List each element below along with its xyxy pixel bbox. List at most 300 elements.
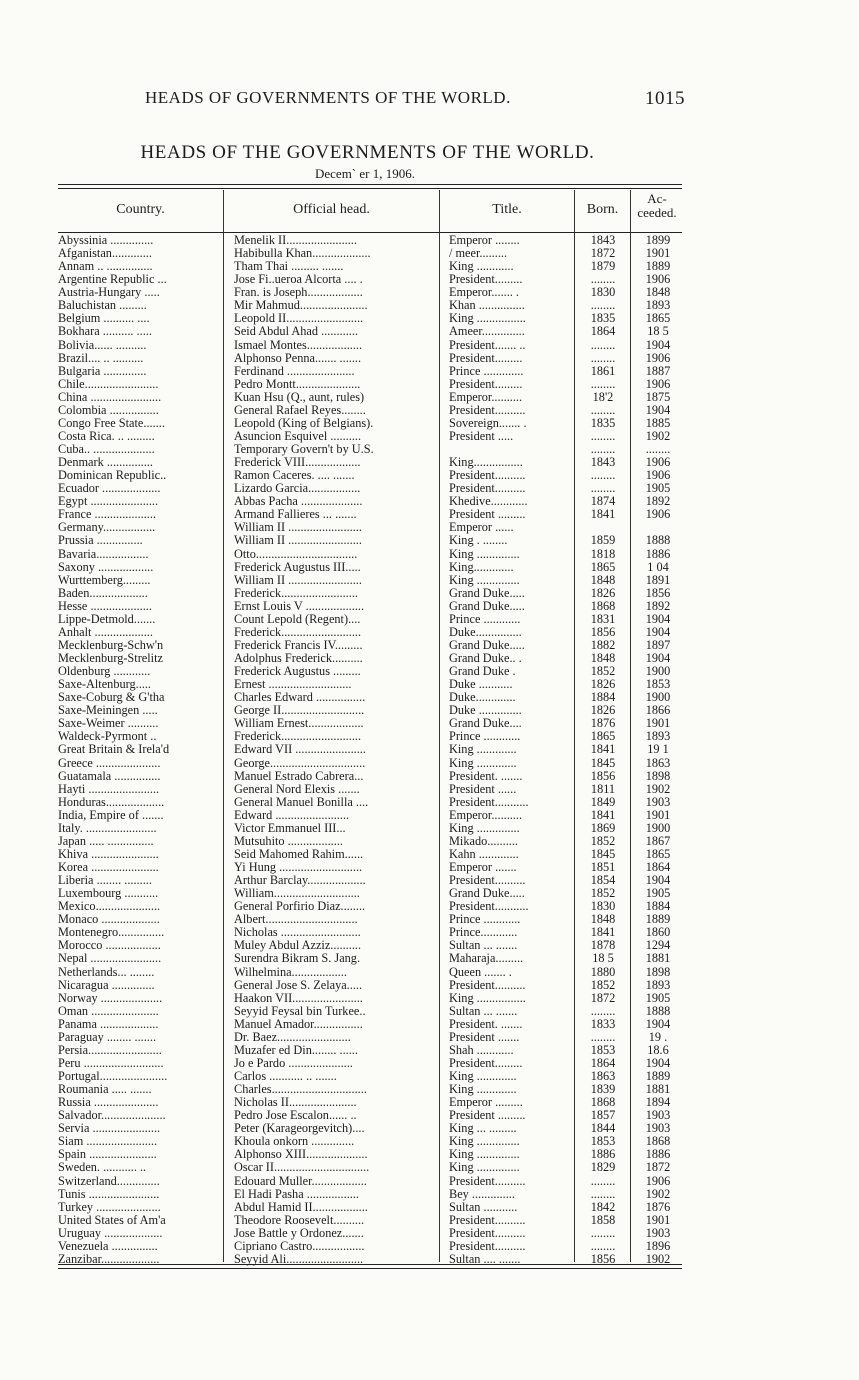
country-cell: Russia .....................: [58, 1096, 159, 1110]
born-cell: ........: [590, 351, 616, 365]
country-cell: Nepal .......................: [58, 952, 162, 966]
table-row: [58, 561, 682, 574]
acceded-cell: ........: [645, 443, 671, 456]
title-cell: King ................: [449, 312, 526, 326]
title-cell: Grand Duke.....: [449, 586, 525, 600]
country-cell: Belgium .......... ....: [58, 312, 150, 326]
official-head-cell: Habibulla Khan...................: [234, 247, 371, 261]
title-cell: Prince ............: [449, 612, 521, 626]
official-head-cell: Seyyid Feysal bin Turkee..: [234, 1004, 366, 1018]
born-cell: 1857: [590, 1109, 616, 1123]
acceded-cell: 1872: [645, 1161, 671, 1175]
acceded-cell: 1875: [645, 390, 671, 404]
country-cell: Portugal......................: [58, 1070, 168, 1083]
born-cell: 1856: [590, 1252, 616, 1266]
country-cell: Salvador.....................: [58, 1109, 166, 1123]
acceded-cell: 1903: [645, 795, 671, 809]
acceded-cell: 1863: [645, 756, 671, 770]
born-cell: 1848: [590, 913, 616, 927]
born-cell: 1865: [590, 560, 616, 574]
country-cell: Bolivia...... ..........: [58, 338, 147, 352]
acceded-cell: 1896: [645, 1239, 671, 1253]
title-cell: Duke ..............: [449, 704, 522, 718]
table-row: [58, 926, 682, 939]
table-row: [58, 417, 682, 430]
table-row: [58, 365, 682, 378]
title-cell: Grand Duke.....: [449, 887, 525, 901]
title-cell: King ..............: [449, 1161, 520, 1175]
title-cell: King . ........: [449, 534, 508, 548]
born-cell: ........: [590, 1174, 616, 1188]
title-cell: Prince ............: [449, 913, 521, 927]
country-cell: Annam .. ...............: [58, 260, 153, 274]
table-row: [58, 717, 682, 730]
born-cell: 1861: [590, 364, 616, 378]
born-cell: 1811: [590, 782, 616, 796]
acceded-cell: 1899: [645, 234, 671, 247]
born-cell: 1841: [590, 808, 616, 822]
official-head-cell: Victor Emmanuel III...: [234, 821, 346, 835]
official-head-cell: Frederick Francis IV.........: [234, 638, 363, 652]
acceded-cell: 1294: [645, 939, 671, 953]
title-cell: Sovereign....... .: [449, 416, 527, 430]
born-cell: 1826: [590, 704, 616, 718]
country-cell: Spain ......................: [58, 1148, 157, 1162]
country-cell: Colombia ................: [58, 403, 159, 417]
acceded-cell: 1864: [645, 861, 671, 874]
table-row: [58, 1175, 682, 1188]
official-head-cell: Ernest ...........................: [234, 678, 352, 692]
official-head-cell: Oscar II...............................: [234, 1161, 370, 1175]
acceded-cell: 1905: [645, 991, 671, 1005]
born-cell: 1864: [590, 1056, 616, 1070]
official-head-cell: Lizardo Garcia.................: [234, 482, 361, 496]
country-cell: Bavaria.................: [58, 547, 149, 561]
title-cell: Emperor..........: [449, 808, 523, 822]
title-cell: Grand Duke .: [449, 665, 516, 679]
acceded-cell: 1904: [645, 652, 671, 665]
country-cell: Korea ......................: [58, 861, 159, 874]
country-cell: Cuba.. ....................: [58, 443, 155, 456]
country-cell: Turkey .....................: [58, 1200, 161, 1214]
table-row: [58, 939, 682, 952]
acceded-cell: 1904: [645, 1056, 671, 1070]
born-cell: 1829: [590, 1161, 616, 1175]
title-cell: King .............: [449, 756, 517, 770]
country-cell: Norway ....................: [58, 991, 163, 1005]
acceded-cell: 1886: [645, 1148, 671, 1162]
table-row: [58, 1005, 682, 1018]
table-row: [58, 704, 682, 717]
table-row: [58, 534, 682, 547]
country-cell: Dominican Republic..: [58, 469, 167, 483]
table-row: [58, 600, 682, 613]
born-cell: ........: [590, 403, 616, 417]
born-cell: 1851: [590, 861, 616, 874]
born-cell: 1882: [590, 638, 616, 652]
table-row: [58, 887, 682, 900]
title-cell: President.........: [449, 351, 523, 365]
official-head-cell: General Manuel Bonilla ....: [234, 795, 369, 809]
born-cell: ........: [590, 429, 616, 443]
table-row: [58, 1201, 682, 1214]
born-cell: 1874: [590, 495, 616, 509]
table-row: [58, 743, 682, 756]
born-cell: 1848: [590, 573, 616, 587]
title-cell: Ameer..............: [449, 325, 525, 339]
title-cell: Queen ....... .: [449, 965, 512, 979]
official-head-cell: Alphonso Penna....... .......: [234, 351, 362, 365]
table-row: [58, 1240, 682, 1253]
bottom-rule: [58, 1268, 682, 1269]
table-row: [58, 809, 682, 822]
table-row: [58, 757, 682, 770]
country-cell: Morocco ..................: [58, 939, 161, 953]
born-cell: 1884: [590, 691, 616, 705]
official-head-cell: Abdul Hamid II..................: [234, 1200, 368, 1214]
table-row: [58, 1188, 682, 1201]
born-cell: ........: [590, 1187, 616, 1201]
official-head-cell: Alphonso XIII....................: [234, 1148, 368, 1162]
born-cell: 1854: [590, 874, 616, 888]
header-acceded: Ac- ceeded.: [637, 191, 677, 220]
title-cell: President ......: [449, 782, 517, 796]
table-row: [58, 1227, 682, 1240]
country-cell: Oldenburg ............: [58, 665, 151, 679]
official-head-cell: William II ........................: [234, 521, 362, 535]
title-cell: King .............: [449, 1083, 517, 1097]
title-cell: Emperor..........: [449, 390, 523, 404]
born-cell: ........: [590, 469, 616, 483]
acceded-cell: 1889: [645, 260, 671, 274]
country-cell: Servia ......................: [58, 1122, 161, 1136]
born-cell: 1878: [590, 939, 616, 953]
acceded-cell: 1902: [645, 429, 671, 443]
official-head-cell: Kuan Hsu (Q., aunt, rules): [234, 390, 365, 404]
table-row: [58, 456, 682, 469]
country-cell: France ....................: [58, 508, 157, 522]
acceded-cell: 1892: [645, 599, 671, 613]
page-title: HEADS OF THE GOVERNMENTS OF THE WORLD.: [140, 142, 595, 163]
country-cell: Austria-Hungary .....: [58, 286, 160, 300]
born-cell: 1845: [590, 756, 616, 770]
title-cell: King .............: [449, 1070, 517, 1083]
country-cell: Netherlands... ........: [58, 965, 155, 979]
country-cell: Mecklenburg-Schw'n: [58, 638, 164, 652]
acceded-cell: 19 .: [648, 1030, 668, 1044]
born-cell: 1856: [590, 625, 616, 639]
born-cell: 1841: [590, 508, 616, 522]
acceded-cell: 1865: [645, 312, 671, 326]
official-head-cell: Adolphus Frederick..........: [234, 652, 363, 665]
official-head-cell: Count Lepold (Regent)....: [234, 612, 361, 626]
table-row: [58, 574, 682, 587]
official-head-cell: Dr. Baez........................: [234, 1030, 351, 1044]
title-cell: President..........: [449, 403, 526, 417]
official-head-cell: Edouard Muller..................: [234, 1174, 367, 1188]
table-row: [58, 979, 682, 992]
born-cell: 1872: [590, 991, 616, 1005]
acceded-cell: 1867: [645, 834, 671, 848]
title-cell: President..........: [449, 1226, 526, 1240]
born-cell: 18 5: [592, 952, 614, 966]
official-head-cell: Ramon Caceres. .... .......: [234, 469, 355, 483]
born-cell: 1843: [590, 234, 616, 247]
official-head-cell: Yi Hung ...........................: [234, 861, 363, 874]
table-row: [58, 952, 682, 965]
table-row: [58, 691, 682, 704]
official-head-cell: Seid Abdul Ahad ............: [234, 325, 358, 339]
official-head-cell: Charles Edward ................: [234, 691, 366, 705]
country-cell: Zanzibar...................: [58, 1252, 160, 1266]
title-cell: Khedive............: [449, 495, 528, 509]
born-cell: 1872: [590, 247, 616, 261]
acceded-cell: 1881: [645, 952, 671, 966]
country-cell: Lippe-Detmold.......: [58, 612, 156, 626]
country-cell: Baden...................: [58, 586, 148, 600]
official-head-cell: George II...........................: [234, 704, 365, 718]
country-cell: Great Britain & Irela'd: [58, 743, 170, 757]
acceded-cell: 1902: [645, 1252, 671, 1266]
country-cell: Paraguay ........ .......: [58, 1030, 157, 1044]
title-cell: Grand Duke.....: [449, 599, 525, 613]
country-cell: Waldeck-Pyrmont ..: [58, 730, 157, 744]
country-cell: Denmark ...............: [58, 456, 153, 470]
country-cell: Mecklenburg-Strelitz: [58, 652, 163, 665]
table-row: [58, 469, 682, 482]
country-cell: Venezuela ...............: [58, 1239, 158, 1253]
title-cell: Emperor .........: [449, 1096, 523, 1110]
official-head-cell: Jo e Pardo .....................: [234, 1056, 353, 1070]
acceded-cell: 1893: [645, 978, 671, 992]
title-cell: Emperor ......: [449, 521, 514, 535]
title-cell: President...........: [449, 795, 529, 809]
official-head-cell: Fran. is Joseph..................: [234, 286, 363, 300]
acceded-cell: 1901: [645, 808, 671, 822]
acceded-cell: 1903: [645, 1109, 671, 1123]
table-row: [58, 495, 682, 508]
official-head-cell: Frederick Augustus III.....: [234, 560, 361, 574]
country-cell: Prussia ...............: [58, 534, 143, 548]
title-cell: Grand Duke....: [449, 717, 522, 731]
top-rule-inner: [58, 188, 682, 189]
table-row: [58, 482, 682, 495]
official-head-cell: Ferdinand ......................: [234, 364, 355, 378]
official-head-cell: Frederick.........................: [234, 586, 358, 600]
country-cell: Ecuador ...................: [58, 482, 161, 496]
acceded-cell: 1900: [645, 821, 671, 835]
table-row: [58, 1018, 682, 1031]
table-row: [58, 874, 682, 887]
acceded-cell: 1889: [645, 1070, 671, 1083]
country-cell: Nicaragua ..............: [58, 978, 155, 992]
country-cell: Honduras...................: [58, 795, 165, 809]
official-head-cell: Charles...............................: [234, 1083, 367, 1097]
official-head-cell: Tham Thai ......... .......: [234, 260, 344, 274]
official-head-cell: Cipriano Castro.................: [234, 1239, 365, 1253]
country-cell: Bulgaria ..............: [58, 364, 147, 378]
acceded-cell: 1906: [645, 469, 671, 483]
header-title: Title.: [492, 202, 522, 217]
official-head-cell: Menelik II.......................: [234, 234, 357, 247]
born-cell: ........: [590, 443, 616, 456]
table-row: [58, 796, 682, 809]
table-row: [58, 430, 682, 443]
born-cell: 1856: [590, 769, 616, 783]
country-cell: Persia........................: [58, 1043, 162, 1057]
table-row: [58, 339, 682, 352]
country-cell: United States of Am'a: [58, 1213, 166, 1227]
country-cell: Siam .......................: [58, 1135, 158, 1149]
table-row: [58, 783, 682, 796]
official-head-cell: Frederick VIII..................: [234, 456, 361, 470]
table-row: [58, 848, 682, 861]
official-head-cell: Manuel Estrado Cabrera...: [234, 769, 364, 783]
title-cell: Duke.............: [449, 691, 516, 705]
title-cell: / meer.........: [449, 247, 508, 261]
born-cell: 1844: [590, 1122, 616, 1136]
table-row: [58, 521, 682, 534]
born-cell: 1864: [590, 325, 616, 339]
table-row: [58, 273, 682, 286]
table-row: [58, 822, 682, 835]
title-cell: President...........: [449, 900, 529, 914]
title-cell: King ..............: [449, 547, 520, 561]
acceded-cell: 1905: [645, 887, 671, 901]
acceded-cell: 1891: [645, 573, 671, 587]
title-cell: President..........: [449, 482, 526, 496]
title-cell: Sultan .... .......: [449, 1252, 521, 1266]
country-cell: Guatamala ...............: [58, 769, 161, 783]
country-cell: Monaco ...................: [58, 913, 160, 927]
official-head-cell: Khoula onkorn ..............: [234, 1135, 355, 1149]
title-cell: Sultan ... .......: [449, 939, 518, 953]
country-cell: Afganistan.............: [58, 247, 152, 261]
country-cell: Costa Rica. .. .........: [58, 429, 155, 443]
country-cell: Saxe-Meiningen .....: [58, 704, 158, 718]
title-cell: President.........: [449, 377, 523, 391]
born-cell: 1852: [590, 887, 616, 901]
acceded-cell: 19 1: [647, 743, 669, 757]
born-cell: 1863: [590, 1070, 616, 1083]
title-cell: Sultan ... .......: [449, 1004, 518, 1018]
header-born: Born.: [586, 202, 619, 217]
title-cell: President..........: [449, 1174, 526, 1188]
country-cell: India, Empire of .......: [58, 808, 164, 822]
acceded-cell: 1906: [645, 1174, 671, 1188]
table-row: [58, 378, 682, 391]
acceded-cell: 1901: [645, 717, 671, 731]
born-cell: 1879: [590, 260, 616, 274]
header-rule: [58, 232, 682, 233]
title-cell: Maharaja.........: [449, 952, 524, 966]
born-cell: 1858: [590, 1213, 616, 1227]
official-head-cell: Armand Fallieres ... .......: [234, 508, 357, 522]
table-row: [58, 234, 682, 247]
official-head-cell: Seid Mahomed Rahim......: [234, 847, 364, 861]
born-cell: 1852: [590, 834, 616, 848]
title-cell: Prince ............: [449, 730, 521, 744]
born-cell: 1852: [590, 978, 616, 992]
table-row: [58, 325, 682, 338]
title-cell: President..........: [449, 978, 526, 992]
born-cell: 1859: [590, 534, 616, 548]
table-row: [58, 312, 682, 325]
official-head-cell: Nicholas II......................: [234, 1096, 357, 1110]
official-head-cell: Nicholas ..........................: [234, 926, 361, 940]
table-row: [58, 1096, 682, 1109]
born-cell: ........: [590, 273, 616, 287]
acceded-cell: 1893: [645, 730, 671, 744]
table-row: [58, 966, 682, 979]
official-head-cell: Arthur Barclay...................: [234, 874, 366, 888]
acceded-cell: 1856: [645, 586, 671, 600]
page-number: 1015: [645, 88, 685, 109]
born-cell: ........: [590, 1030, 616, 1044]
title-cell: Khan ...............: [449, 299, 525, 313]
table-row: [58, 1135, 682, 1148]
country-cell: Montenegro...............: [58, 926, 165, 940]
running-head-title: HEADS OF GOVERNMENTS OF THE WORLD.: [145, 88, 511, 107]
title-cell: King .............: [449, 743, 517, 757]
acceded-cell: 1898: [645, 965, 671, 979]
official-head-cell: Pedro Jose Escalon...... ..: [234, 1109, 357, 1123]
born-cell: 1886: [590, 1148, 616, 1162]
official-head-cell: Muley Abdul Azziz..........: [234, 939, 362, 953]
official-head-cell: William II ........................: [234, 573, 362, 587]
country-cell: Baluchistan .........: [58, 299, 147, 313]
official-head-cell: Wilhelmina..................: [234, 965, 347, 979]
acceded-cell: 1906: [645, 377, 671, 391]
official-head-cell: Temporary Govern't by U.S.: [234, 443, 374, 456]
table-row: [58, 1044, 682, 1057]
official-head-cell: Theodore Roosevelt..........: [234, 1213, 365, 1227]
acceded-cell: 1888: [645, 534, 671, 548]
acceded-cell: 1860: [645, 926, 671, 940]
acceded-cell: 1886: [645, 547, 671, 561]
table-row: [58, 639, 682, 652]
official-head-cell: General Jose S. Zelaya.....: [234, 978, 363, 992]
acceded-cell: 1903: [645, 1226, 671, 1240]
acceded-cell: 1868: [645, 1135, 671, 1149]
acceded-cell: 1866: [645, 704, 671, 718]
official-head-cell: Frederick..........................: [234, 730, 362, 744]
country-cell: Saxony ..................: [58, 560, 154, 574]
table-row: [58, 391, 682, 404]
title-cell: Emperor....... .: [449, 286, 520, 300]
country-cell: Roumania ..... .......: [58, 1083, 152, 1097]
country-cell: Japan ..... ...............: [58, 834, 154, 848]
country-cell: Congo Free State.......: [58, 416, 165, 430]
country-cell: Greece .....................: [58, 756, 161, 770]
born-cell: 1843: [590, 456, 616, 470]
title-cell: King................: [449, 456, 523, 470]
born-cell: ........: [590, 1239, 616, 1253]
acceded-cell: 1893: [645, 299, 671, 313]
table-row: [58, 900, 682, 913]
official-head-cell: Haakon VII.......................: [234, 991, 363, 1005]
country-cell: Khiva ......................: [58, 847, 159, 861]
official-head-cell: William II ........................: [234, 534, 362, 548]
country-cell: Luxembourg ...........: [58, 887, 159, 901]
born-cell: 1830: [590, 900, 616, 914]
title-cell: President. .......: [449, 769, 523, 783]
acceded-cell: 1884: [645, 900, 671, 914]
country-cell: Tunis .......................: [58, 1187, 160, 1201]
acceded-cell: 1904: [645, 625, 671, 639]
country-cell: Peru ..........................: [58, 1056, 164, 1070]
title-cell: King ..............: [449, 821, 520, 835]
